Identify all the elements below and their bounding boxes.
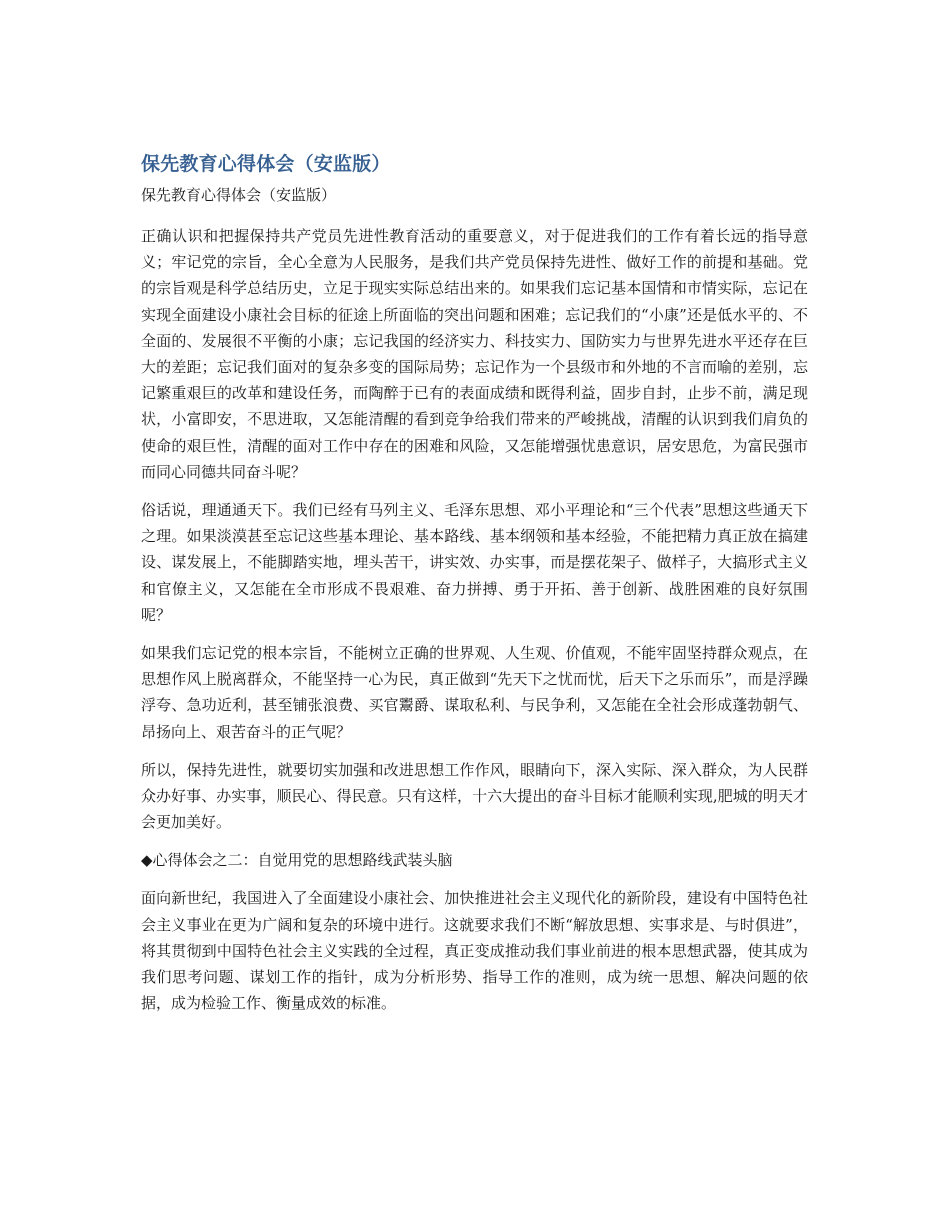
body-paragraph-4: 所以，保持先进性，就要切实加强和改进思想工作作风，眼睛向下，深入实际、深入群众，为人民群众办好事、办实事，顺民心、得民意。只有这样，十六大提出的奋斗目标才能顺利实现,肥城的明天才会更加美好。 xyxy=(141,760,808,832)
document-title: 保先教育心得体会（安监版） xyxy=(141,153,391,175)
document-page xyxy=(141,150,808,1028)
section-heading: ◆心得体会之二：自觉用党的思想路线武装头脑 xyxy=(141,851,453,870)
document-subtitle: 保先教育心得体会（安监版） xyxy=(141,186,337,204)
body-paragraph-3: 如果我们忘记党的根本宗旨，不能树立正确的世界观、人生观、价值观，不能牢固坚持群众观点，在思想作风上脱离群众，不能坚持一心为民，真正做到“先天下之忧而忧，后天下之乐而乐”，而是浮躁浮夸、急功近利，甚至铺张浪费、买官鬻爵、谋取私利、与民争利，又怎能在全社会形成蓬勃朝气、昂扬向上、艰苦奋斗的正气呢？ xyxy=(141,644,808,741)
body-paragraph-1: 正确认识和把握保持共产党员先进性教育活动的重要意义，对于促进我们的工作有着长远的指导意义；牢记党的宗旨，全心全意为人民服务，是我们共产党员保持先进性、做好工作的前提和基础。党的宗旨观是科学总结历史，立足于现实实际总结出来的。如果我们忘记基本国情和市情实际，忘记在实现全面建设小康社会目标的征途上所面临的突出问题和困难；忘记我们的“小康”还是低水平的、不全面的、发展很不平衡的小康；忘记我国的经济实力、科技实力、国防实力与世界先进水平还存在巨大的差距；忘记我们面对的复杂多变的国际局势；忘记作为一个县级市和外地的不言而喻的差别，忘记繁重艰巨的改革和建设任务，而陶醉于已有的表面成绩和既得利益，固步自封，止步不前，满足现状，小富即安，不思进取，又怎能清醒的看到竞争给我们带来的严峻挑战，清醒的认识到我们肩负的使命的艰巨性，清醒的面对工作中存在的困难和风险，又怎能增强忧患意识，居安思危，为富民强市而同心同德共同奋斗呢？ xyxy=(141,227,808,481)
closing-paragraph: 面向新世纪，我国进入了全面建设小康社会、加快推进社会主义现代化的新阶段，建设有中国特色社会主义事业在更为广阔和复杂的环境中进行。这就要求我们不断“解放思想、实事求是、与时俱进”，将其贯彻到中国特色社会主义实践的全过程，真正变成推动我们事业前进的根本思想武器，使其成为我们思考问题、谋划工作的指针，成为分析形势、指导工作的准则，成为统一思想、解决问题的依据，成为检验工作、衡量成效的标准。 xyxy=(141,889,808,1013)
body-paragraph-2: 俗话说，理通通天下。我们已经有马列主义、毛泽东思想、邓小平理论和“三个代表”思想这些通天下之理。如果淡漠甚至忘记这些基本理论、基本路线、基本纲领和基本经验，不能把精力真正放在搞建设、谋发展上，不能脚踏实地，埋头苦干，讲实效、办实事，而是摆花架子、做样子，大搞形式主义和官僚主义，又怎能在全市形成不畏艰难、奋力拼搏、勇于开拓、善于创新、战胜困难的良好氛围呢？ xyxy=(141,501,808,624)
